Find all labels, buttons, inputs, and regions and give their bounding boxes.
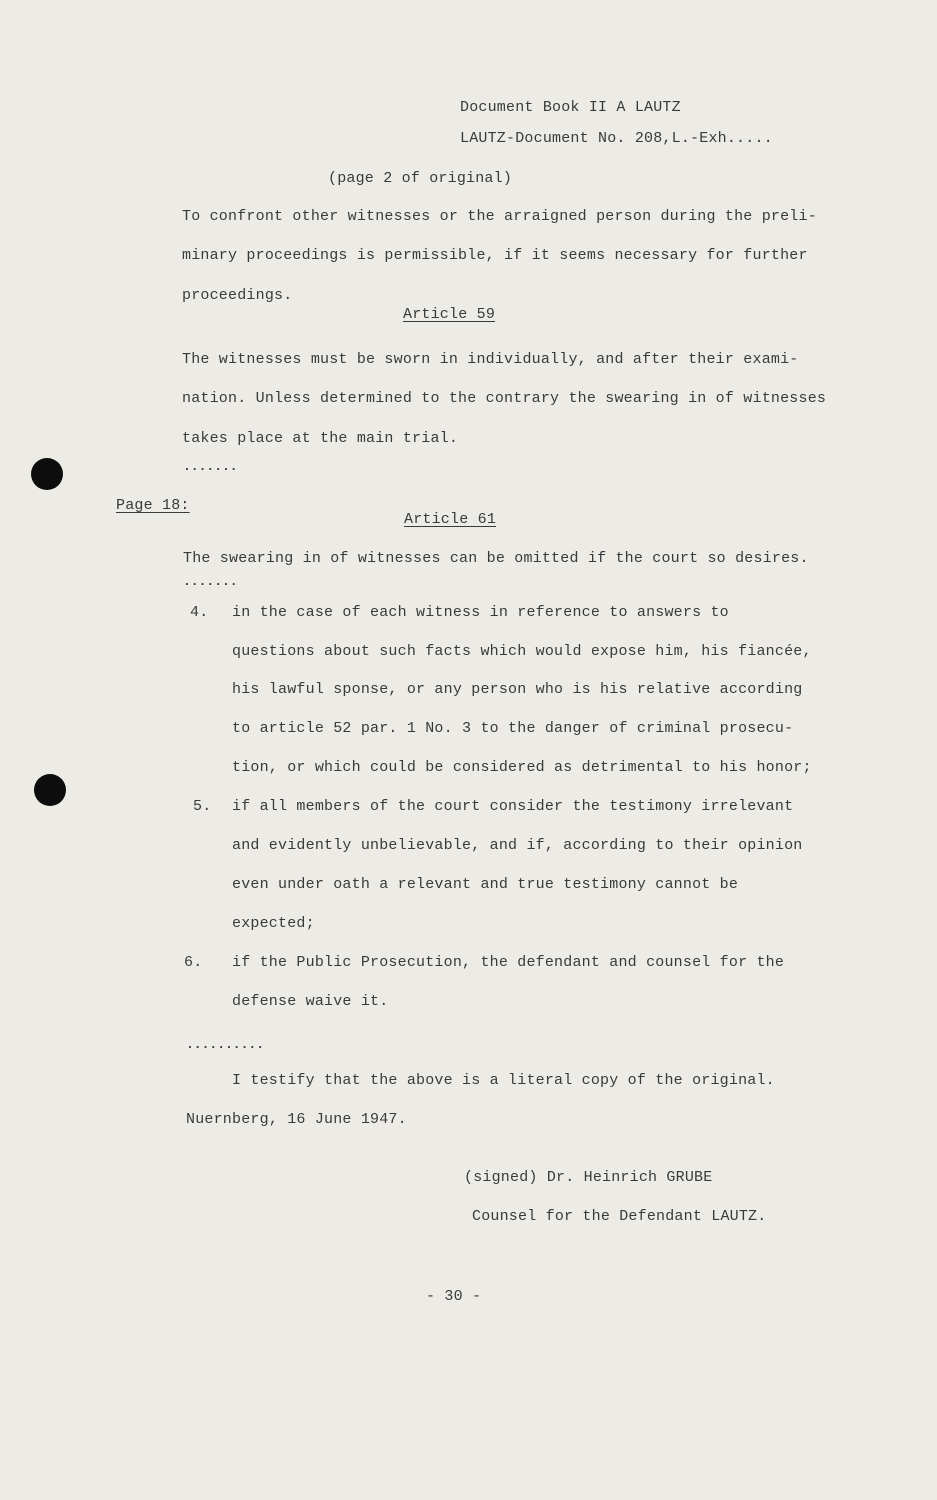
item-line: in the case of each witness in reference to answers to [232,604,729,621]
item-line: expected; [232,915,315,932]
article-59-line: The witnesses must be sworn in individually, and after their exami- [182,351,799,368]
article-59-line: takes place at the main trial. [182,430,459,447]
item-line: to article 52 par. 1 No. 3 to the danger of criminal prosecu- [232,720,794,737]
intro-line: proceedings. [182,287,293,304]
signatory-role: Counsel for the Defendant LAUTZ. [472,1208,767,1225]
document-book-label: Document Book II A LAUTZ [460,99,681,116]
page-of-original: (page 2 of original) [328,170,513,187]
item-line: his lawful sponse, or any person who is his relative according [232,681,803,698]
article-59-heading: Article 59 [403,306,496,323]
article-61-line: The swearing in of witnesses can be omitted if the court so desires. [183,550,809,567]
item-line: questions about such facts which would expose him, his fiancée, [232,643,812,660]
item-number: 4. [190,604,209,621]
item-line: if the Public Prosecution, the defendant and counsel for the [232,954,785,971]
item-number: 5. [193,798,212,815]
item-line: and evidently unbelievable, and if, according to their opinion [232,837,803,854]
punch-hole-bottom [34,774,66,806]
intro-line: To confront other witnesses or the arraigned person during the preli- [182,208,817,225]
certification-statement: I testify that the above is a literal copy of the original. [232,1072,775,1089]
signature-line: (signed) Dr. Heinrich GRUBE [464,1169,713,1186]
article-61-ellipsis: ....... [183,574,238,589]
intro-line: minary proceedings is permissible, if it seems necessary for further [182,247,808,264]
closing-ellipsis: .......... [186,1037,265,1052]
document-number-label: LAUTZ-Document No. 208,L.-Exh..... [460,130,773,147]
article-61-heading: Article 61 [404,511,497,528]
place-and-date: Nuernberg, 16 June 1947. [186,1111,407,1128]
article-59-ellipsis: ....... [183,459,238,474]
item-line: defense waive it. [232,993,389,1010]
item-line: tion, or which could be considered as detrimental to his honor; [232,759,812,776]
item-line: even under oath a relevant and true testimony cannot be [232,876,739,893]
page-reference: Page 18: [116,497,190,514]
page-number: - 30 - [426,1288,482,1305]
item-line: if all members of the court consider the testimony irrelevant [232,798,794,815]
article-59-line: nation. Unless determined to the contrary the swearing in of witnesses [182,390,827,407]
punch-hole-top [31,458,63,490]
item-number: 6. [184,954,203,971]
